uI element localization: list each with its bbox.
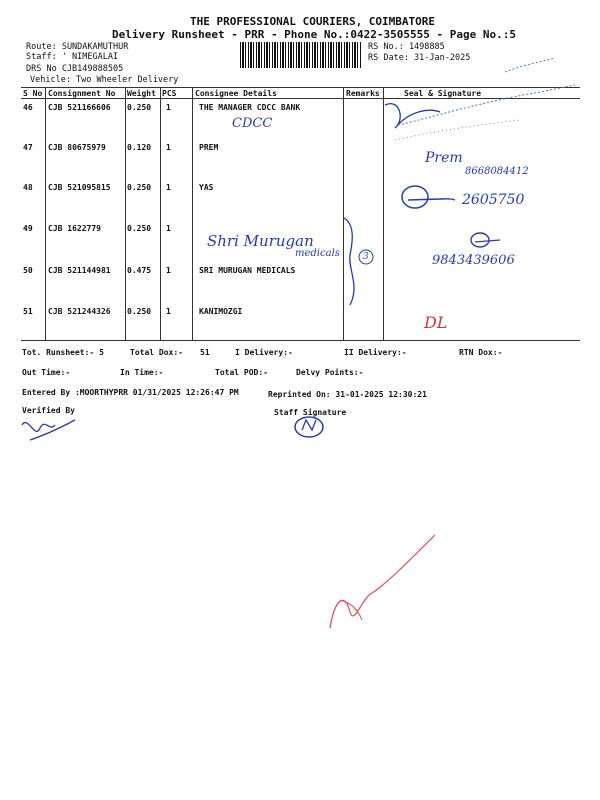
- row-consignment: CJB 80675979: [48, 143, 106, 152]
- handwriting-yas-number: 2605750: [462, 192, 525, 208]
- row-pcs: 1: [166, 307, 171, 316]
- row-weight: 0.120: [127, 143, 152, 152]
- row-weight: 0.250: [127, 103, 152, 112]
- in-time-label: In Time:-: [120, 368, 164, 377]
- row-weight: 0.475: [127, 266, 152, 275]
- row-pcs: 1: [166, 103, 171, 112]
- reprinted-on: Reprinted On: 31-01-2025 12:30:21: [268, 390, 427, 399]
- handwriting-medicals: medicals: [295, 248, 340, 259]
- staff-signature-label: Staff Signature: [274, 408, 347, 417]
- handwriting-prem: Prem: [425, 150, 463, 166]
- total-pod-label: Total POD:-: [215, 368, 268, 377]
- row-pcs: 1: [166, 183, 171, 192]
- row-pcs: 1: [166, 224, 171, 233]
- row-consignment: CJB 521144981: [48, 266, 111, 275]
- verified-by-label: Verified By: [22, 406, 75, 415]
- total-dox-value: 51: [200, 348, 210, 357]
- row-consignment: CJB 521166606: [48, 103, 111, 112]
- handwriting-shri-murugan: Shri Murugan: [207, 232, 314, 250]
- header-sno: S No: [23, 89, 43, 98]
- row-consignment: CJB 521095815: [48, 183, 111, 192]
- total-dox-label: Total Dox:-: [130, 348, 183, 357]
- row-weight: 0.250: [127, 224, 152, 233]
- header-pcs: PCS: [162, 89, 177, 98]
- vehicle-text: Vehicle: Two Wheeler Delivery: [30, 75, 179, 85]
- total-runsheet: Tot. Runsheet:- 5: [22, 348, 104, 357]
- row-consignee: YAS: [199, 183, 214, 192]
- row-sno: 46: [23, 103, 33, 112]
- row-sno: 48: [23, 183, 33, 192]
- row-sno: 50: [23, 266, 33, 275]
- row-weight: 0.250: [127, 307, 152, 316]
- runsheet-subtitle: Delivery Runsheet - PRR - Phone No.:0422-3505555 - Page No.:5: [112, 28, 516, 41]
- row-pcs: 1: [166, 266, 171, 275]
- handwriting-dl: DL: [424, 313, 448, 332]
- header-remarks: Remarks: [346, 89, 380, 98]
- route-text: Route: SUNDAKAMUTHUR: [26, 42, 129, 52]
- row-sno: 49: [23, 224, 33, 233]
- delvy-points-label: Delvy Points:-: [296, 368, 364, 377]
- rs-no-text: RS No.: 1498885: [368, 42, 445, 52]
- entered-by: Entered By :MOORTHYPRR 01/31/2025 12:26:47 PM: [22, 388, 239, 397]
- row-weight: 0.250: [127, 183, 152, 192]
- handwriting-circled-3: 3: [363, 252, 369, 262]
- staff-text: Staff: ' NIMEGALAI: [26, 52, 119, 62]
- drs-text: DRS No CJB149888505: [26, 64, 124, 74]
- handwriting-cdcc: CDCC: [232, 116, 273, 131]
- rs-date-text: RS Date: 31-Jan-2025: [368, 53, 471, 63]
- header-consignee: Consignee Details: [195, 89, 277, 98]
- company-title: THE PROFESSIONAL COURIERS, COIMBATORE: [190, 15, 436, 28]
- i-delivery-label: I Delivery:-: [235, 348, 293, 357]
- row-consignment: CJB 521244326: [48, 307, 111, 316]
- row-consignee: THE MANAGER CDCC BANK: [199, 103, 301, 112]
- header-consignment: Consignment No: [48, 89, 116, 98]
- rtn-dox-label: RTN Dox:-: [459, 348, 503, 357]
- row-consignee: SRI MURUGAN MEDICALS: [199, 266, 296, 275]
- row-pcs: 1: [166, 143, 171, 152]
- row-consignment: CJB 1622779: [48, 224, 101, 233]
- ii-delivery-label: II Delivery:-: [344, 348, 407, 357]
- row-consignee: KANIMOZGI: [199, 307, 243, 316]
- row-sno: 51: [23, 307, 33, 316]
- header-weight: Weight: [127, 89, 156, 98]
- row-sno: 47: [23, 143, 33, 152]
- handwriting-prem-phone: 8668084412: [465, 166, 529, 177]
- row-consignee: PREM: [199, 143, 219, 152]
- out-time-label: Out Time:-: [22, 368, 71, 377]
- handwriting-phone-49: 9843439606: [432, 253, 515, 268]
- header-signature: Seal & Signature: [404, 89, 482, 98]
